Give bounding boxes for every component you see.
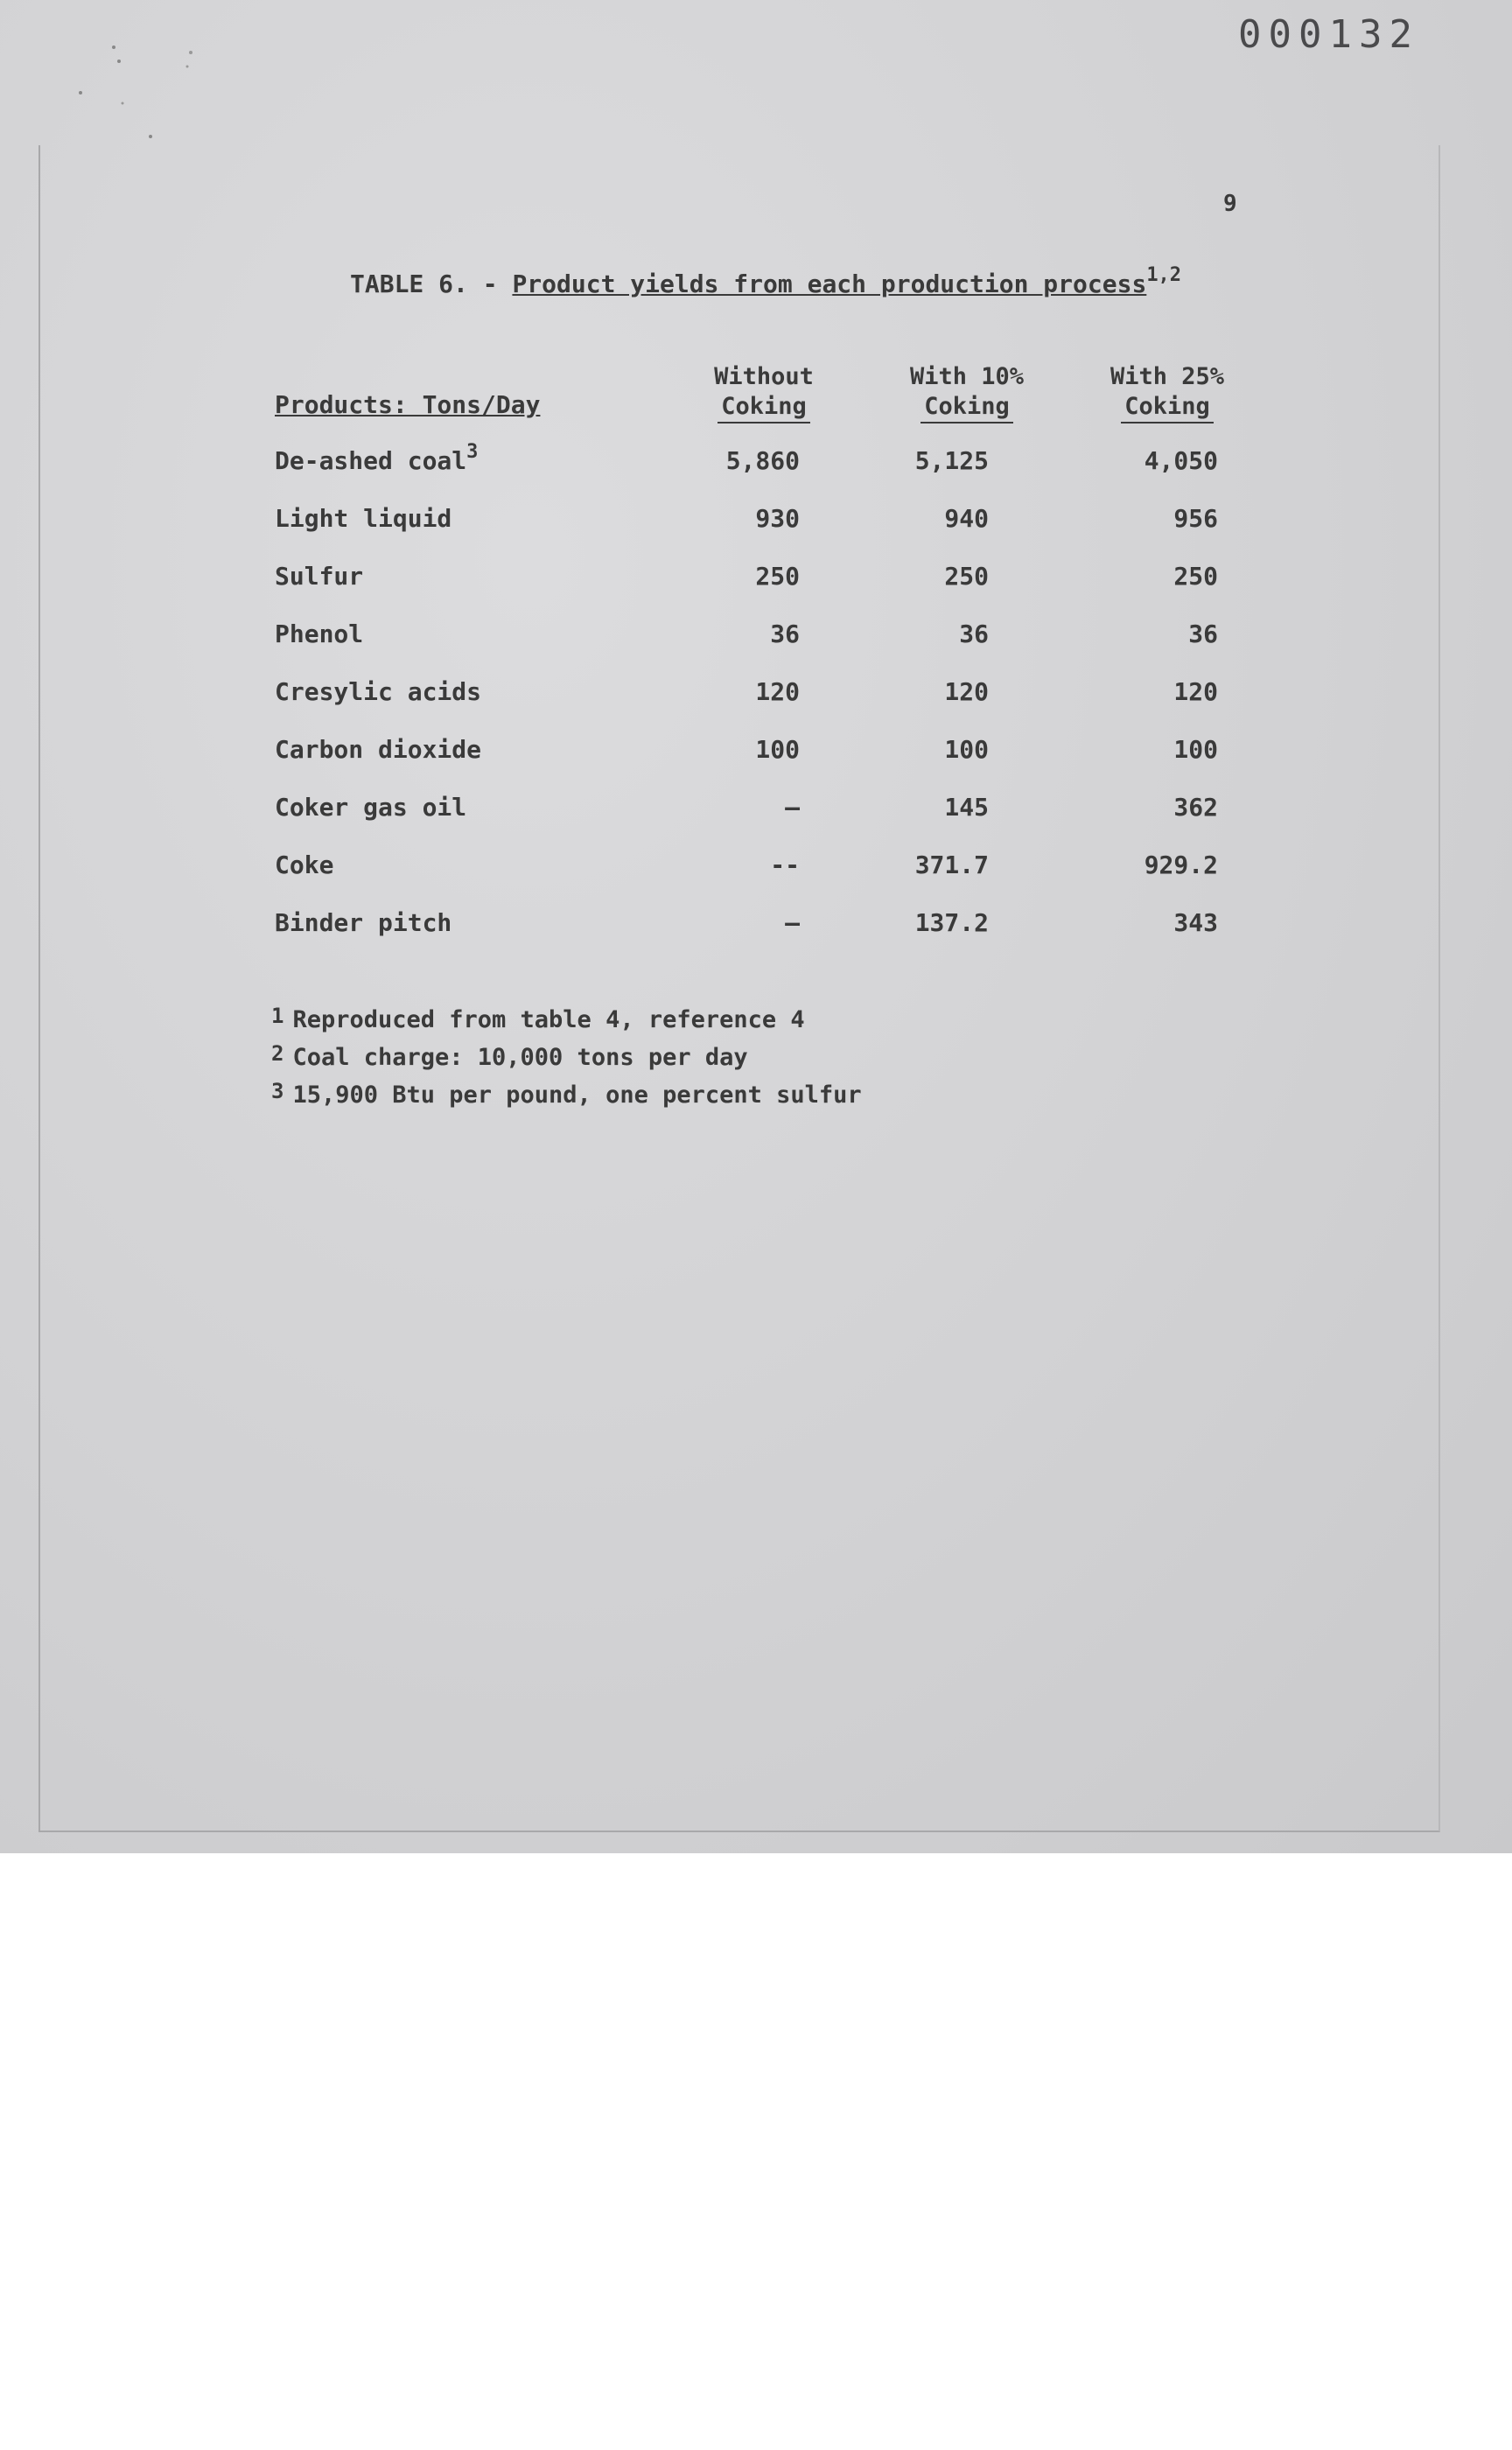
table-row: [0, 441, 1512, 481]
column-header-products: Products: Tons/Day: [275, 390, 541, 419]
product-footnote-mark: 3: [466, 441, 479, 463]
column-header-with-10-coking: [892, 362, 1041, 424]
caption-title: Product yields from each production process: [512, 270, 1147, 298]
caption-footnote-marks: 1,2: [1146, 264, 1182, 286]
value-with-10-coking: 940: [944, 504, 989, 533]
value-with-25-coking: 362: [1173, 793, 1218, 822]
value-with-25-coking: 4,050: [1144, 446, 1218, 475]
table-row: [0, 677, 1512, 712]
column-header-line2: Coking: [920, 392, 1013, 424]
footnotes: [271, 1001, 862, 1114]
value-without-coking: 100: [755, 735, 800, 764]
table-row: [0, 735, 1512, 770]
value-with-10-coking: 100: [944, 735, 989, 764]
table-row: [0, 850, 1512, 886]
product-name: Coker gas oil: [275, 793, 467, 822]
value-without-coking: —: [785, 908, 800, 937]
footnote-text: Reproduced from table 4, reference 4: [292, 1006, 805, 1033]
footnote-mark: 3: [271, 1079, 284, 1103]
column-header-with-25-coking: [1097, 362, 1237, 424]
footnote-mark: 2: [271, 1041, 284, 1066]
footnote-text: Coal charge: 10,000 tons per day: [292, 1044, 748, 1071]
footnote-mark: 1: [271, 1004, 284, 1028]
column-header-line1: With 25%: [1110, 363, 1225, 390]
value-with-10-coking: 36: [959, 620, 989, 648]
value-without-coking: 930: [755, 504, 800, 533]
value-with-25-coking: 250: [1173, 562, 1218, 591]
value-with-10-coking: 120: [944, 677, 989, 706]
table-row: [0, 504, 1512, 539]
footnote: [271, 1001, 862, 1039]
table-row: [0, 620, 1512, 654]
table-row: [0, 793, 1512, 828]
product-name: Sulfur: [275, 562, 364, 591]
table-row: [0, 562, 1512, 597]
column-header-line1: Without: [714, 363, 814, 390]
footnote: [271, 1076, 862, 1114]
value-without-coking: 250: [755, 562, 800, 591]
value-without-coking: --: [770, 850, 800, 879]
column-header-line1: With 10%: [909, 363, 1025, 390]
column-header-line2: Coking: [718, 392, 810, 424]
product-name: [275, 441, 479, 475]
product-name: Binder pitch: [275, 908, 452, 937]
product-name: Carbon dioxide: [275, 735, 482, 764]
value-with-25-coking: 120: [1173, 677, 1218, 706]
value-with-25-coking: 956: [1173, 504, 1218, 533]
product-name: Phenol: [275, 620, 364, 648]
value-without-coking: —: [785, 793, 800, 822]
product-name-text: De-ashed coal: [275, 446, 467, 475]
value-with-10-coking: 371.7: [914, 850, 989, 879]
value-without-coking: 36: [770, 620, 800, 648]
footnote-text: 15,900 Btu per pound, one percent sulfur: [292, 1082, 862, 1109]
caption-prefix: TABLE 6. -: [350, 270, 513, 298]
column-header-line2: Coking: [1121, 392, 1214, 424]
scan-specks: [70, 35, 192, 149]
table-caption: [350, 264, 1182, 298]
footnote: [271, 1039, 862, 1076]
value-without-coking: 120: [755, 677, 800, 706]
table-row: [0, 908, 1512, 943]
value-with-10-coking: 5,125: [914, 446, 989, 475]
document-stamp-number: 000132: [1238, 12, 1419, 57]
value-with-10-coking: 145: [944, 793, 989, 822]
value-with-10-coking: 137.2: [914, 908, 989, 937]
value-with-25-coking: 36: [1188, 620, 1218, 648]
value-with-25-coking: 929.2: [1144, 850, 1218, 879]
product-name: Cresylic acids: [275, 677, 482, 706]
value-without-coking: 5,860: [725, 446, 800, 475]
product-name: Light liquid: [275, 504, 452, 533]
product-name: Coke: [275, 850, 334, 879]
value-with-25-coking: 343: [1173, 908, 1218, 937]
column-header-without-coking: [707, 362, 821, 424]
page-number: 9: [1223, 191, 1237, 217]
value-with-25-coking: 100: [1173, 735, 1218, 764]
value-with-10-coking: 250: [944, 562, 989, 591]
